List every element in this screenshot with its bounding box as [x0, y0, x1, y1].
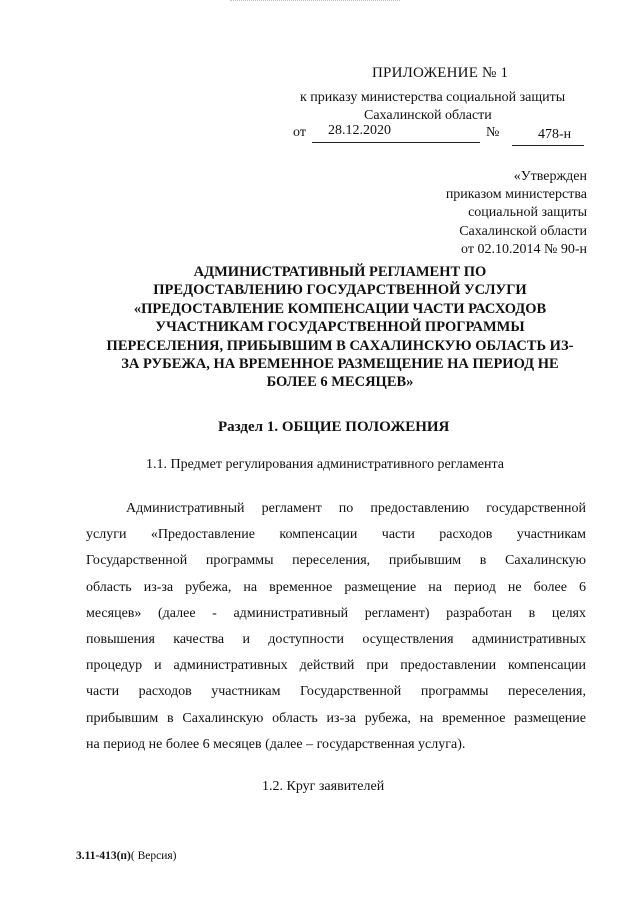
order-date-underline: [312, 142, 480, 143]
paragraph-line: Административный регламент по предоставлению государственной: [126, 501, 586, 516]
footer-version: ( Версия): [130, 850, 177, 862]
title-line: ЗА РУБЕЖА, НА ВРЕМЕННОЕ РАЗМЕЩЕНИЕ НА ПЕРИОД НЕ: [121, 356, 559, 373]
paragraph-line: повышения качества и доступности осуществления административных: [86, 631, 586, 647]
section-heading: Раздел 1. ОБЩИЕ ПОЛОЖЕНИЯ: [218, 419, 450, 435]
title-line: УЧАСТНИКАМ ГОСУДАРСТВЕННОЙ ПРОГРАММЫ: [155, 319, 525, 336]
approved-line: приказом министерства: [445, 187, 587, 203]
paragraph-line: на период не более 6 месяцев (далее – государственная услуга).: [86, 736, 466, 752]
order-from-label: от: [293, 125, 306, 140]
body-paragraph: [86, 496, 586, 758]
approved-line: Сахалинской области: [459, 223, 587, 239]
paragraph-line: прибывшим в Сахалинскую область из-за рубежа, на временное размещение: [86, 710, 586, 726]
title-line: АДМИНИСТРАТИВНЫЙ РЕГЛАМЕНТ ПО: [193, 264, 487, 280]
title-line: «ПРЕДОСТАВЛЕНИЕ КОМПЕНСАЦИИ ЧАСТИ РАСХОДОВ: [133, 300, 547, 317]
footer-code: 3.11-413(п): [76, 850, 131, 862]
paragraph-line: область из-за рубежа, на временное размещение на период не более 6: [86, 579, 586, 595]
paragraph-line: процедур и административных действий при предоставлении компенсации: [86, 658, 586, 674]
paragraph-line: Государственной программы переселения, прибывшим в Сахалинскую: [86, 553, 586, 569]
order-number-underline: [512, 145, 584, 146]
order-number: 478-н: [538, 127, 572, 142]
footer-version-code: [76, 850, 176, 862]
paragraph-line: части расходов участникам Государственной программы переселения,: [86, 684, 586, 700]
order-date: 28.12.2020: [328, 123, 391, 138]
scan-artifact: [230, 0, 400, 5]
title-line: ПРЕДОСТАВЛЕНИЮ ГОСУДАРСТВЕННОЙ УСЛУГИ: [153, 282, 527, 299]
paragraph-line: месяцев» (далее - административный регламент) разработан в целях: [86, 605, 586, 621]
subsection-heading: 1.1. Предмет регулирования административного регламента: [146, 457, 504, 472]
appendix-title: ПРИЛОЖЕНИЕ № 1: [372, 65, 509, 81]
appendix-reference-line: к приказу министерства социальной защиты: [300, 90, 566, 105]
title-line: ПЕРЕСЕЛЕНИЯ, ПРИБЫВШИМ В САХАЛИНСКУЮ ОБЛАСТЬ ИЗ-: [106, 337, 574, 354]
subsection-heading: 1.2. Круг заявителей: [262, 779, 385, 794]
approved-block: [446, 168, 587, 259]
approved-line: социальной защиты: [468, 205, 587, 221]
appendix-region-line: Сахалинской области: [364, 108, 492, 123]
title-line: БОЛЕЕ 6 МЕСЯЦЕВ»: [266, 374, 414, 391]
paragraph-line: услуги «Предоставление компенсации части расходов участникам: [86, 527, 586, 543]
document-title: [90, 263, 590, 392]
approved-line: от 02.10.2014 № 90-н: [461, 241, 587, 257]
approved-line: «Утвержден: [513, 169, 587, 184]
order-number-label: №: [486, 125, 500, 140]
